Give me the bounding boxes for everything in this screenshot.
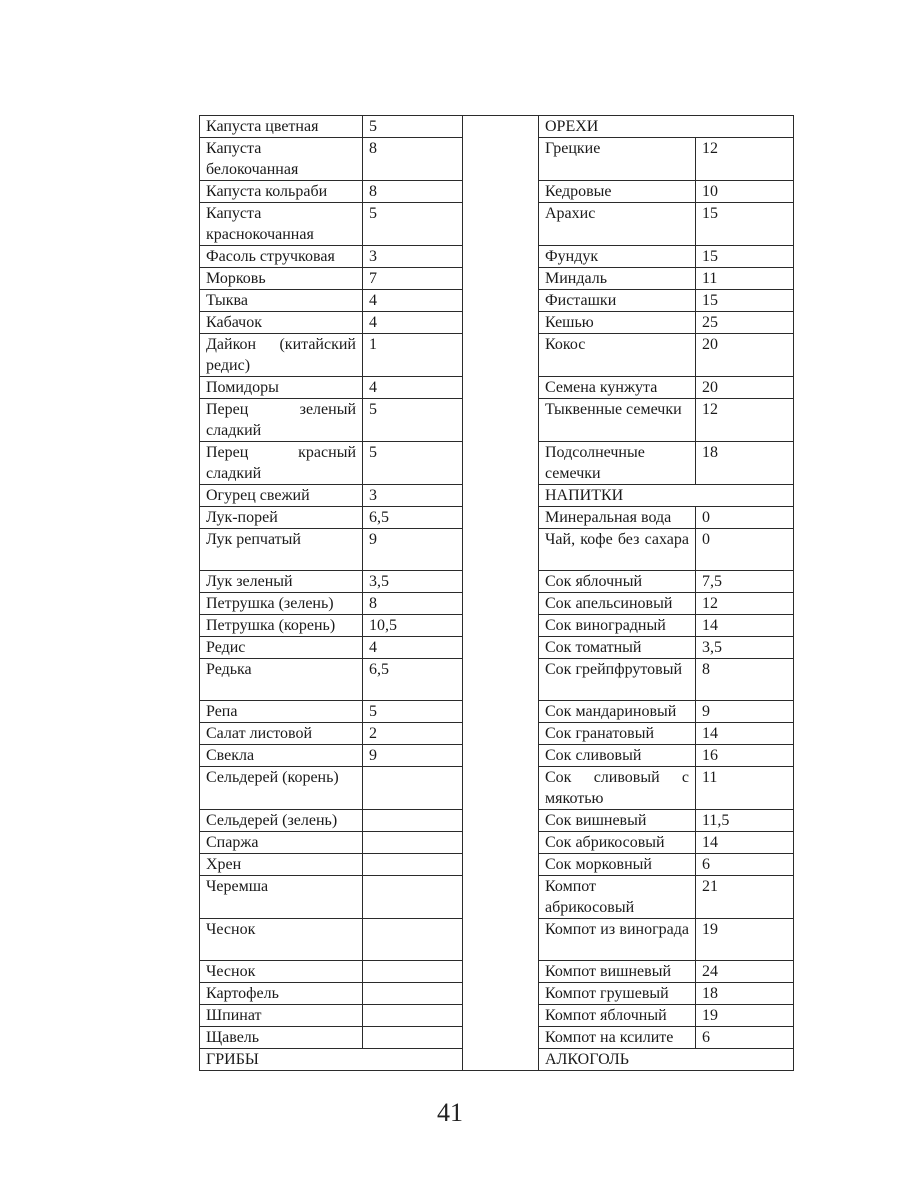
item-name-right: Сок вишневый bbox=[539, 810, 696, 832]
item-value-left: 5 bbox=[363, 399, 463, 442]
item-name-left: Петрушка (корень) bbox=[200, 615, 363, 637]
item-name-right: Сок абрикосовый bbox=[539, 832, 696, 854]
item-value-left: 5 bbox=[363, 116, 463, 138]
item-name-right: Сок мандариновый bbox=[539, 701, 696, 723]
item-name-right: Подсолнечные семечки bbox=[539, 442, 696, 485]
item-value-left bbox=[363, 854, 463, 876]
item-value-left: 5 bbox=[363, 203, 463, 246]
item-name-left: Капуста краснокочанная bbox=[200, 203, 363, 246]
item-value-left: 6,5 bbox=[363, 507, 463, 529]
item-name-left: Сельдерей (зелень) bbox=[200, 810, 363, 832]
item-value-right: 21 bbox=[696, 876, 794, 919]
item-value-right: 0 bbox=[696, 529, 794, 571]
item-name-left: Лук-порей bbox=[200, 507, 363, 529]
item-name-left: Лук репчатый bbox=[200, 529, 363, 571]
item-name-left: Салат листовой bbox=[200, 723, 363, 745]
item-value-right: 20 bbox=[696, 334, 794, 377]
item-value-right: 6 bbox=[696, 854, 794, 876]
item-value-left: 5 bbox=[363, 442, 463, 485]
item-value-left: 10,5 bbox=[363, 615, 463, 637]
item-name-right: Сок виноградный bbox=[539, 615, 696, 637]
item-value-left bbox=[363, 983, 463, 1005]
item-name-right: Сок сливовый с мякотью bbox=[539, 767, 696, 810]
item-name-right: Семена кунжута bbox=[539, 377, 696, 399]
item-value-left: 7 bbox=[363, 268, 463, 290]
item-value-left: 9 bbox=[363, 745, 463, 767]
item-name-left: Редька bbox=[200, 659, 363, 701]
item-name-right: Компот грушевый bbox=[539, 983, 696, 1005]
item-value-right: 15 bbox=[696, 203, 794, 246]
item-name-left: Чеснок bbox=[200, 919, 363, 961]
item-name-right: Фундук bbox=[539, 246, 696, 268]
item-value-right: 12 bbox=[696, 593, 794, 615]
item-value-right: 15 bbox=[696, 246, 794, 268]
item-name-right: Сок грейпфрутовый bbox=[539, 659, 696, 701]
item-value-left bbox=[363, 810, 463, 832]
item-value-left bbox=[363, 1027, 463, 1049]
item-value-left: 6,5 bbox=[363, 659, 463, 701]
item-name-left: Фасоль стручковая bbox=[200, 246, 363, 268]
item-value-left: 9 bbox=[363, 529, 463, 571]
item-name-right: Миндаль bbox=[539, 268, 696, 290]
item-value-right: 0 bbox=[696, 507, 794, 529]
item-name-left: Капуста белокочанная bbox=[200, 138, 363, 181]
item-value-left bbox=[363, 961, 463, 983]
item-value-left: 4 bbox=[363, 377, 463, 399]
item-value-left: 2 bbox=[363, 723, 463, 745]
item-name-right: Минеральная вода bbox=[539, 507, 696, 529]
item-name-right: Компот вишневый bbox=[539, 961, 696, 983]
item-name-left: Чеснок bbox=[200, 961, 363, 983]
item-name-right: Арахис bbox=[539, 203, 696, 246]
item-value-right: 11 bbox=[696, 767, 794, 810]
item-value-right: 12 bbox=[696, 138, 794, 181]
item-value-left: 3,5 bbox=[363, 571, 463, 593]
item-name-left: Лук зеленый bbox=[200, 571, 363, 593]
item-name-left: Черемша bbox=[200, 876, 363, 919]
item-value-left bbox=[363, 1005, 463, 1027]
item-name-right: Сок яблочный bbox=[539, 571, 696, 593]
item-name-left: Огурец свежий bbox=[200, 485, 363, 507]
item-value-right: 8 bbox=[696, 659, 794, 701]
item-name-left: Щавель bbox=[200, 1027, 363, 1049]
item-name-right: Чай, кофе без сахара bbox=[539, 529, 696, 571]
item-name-right: Сок гранатовый bbox=[539, 723, 696, 745]
item-value-left: 4 bbox=[363, 312, 463, 334]
item-value-right: 14 bbox=[696, 723, 794, 745]
item-value-right: 12 bbox=[696, 399, 794, 442]
item-name-left: Спаржа bbox=[200, 832, 363, 854]
item-value-right: 14 bbox=[696, 615, 794, 637]
item-value-right: 6 bbox=[696, 1027, 794, 1049]
item-value-left bbox=[363, 832, 463, 854]
item-name-right: Компот на ксилите bbox=[539, 1027, 696, 1049]
item-name-left: Капуста цветная bbox=[200, 116, 363, 138]
item-name-right: Сок томатный bbox=[539, 637, 696, 659]
item-value-right: 14 bbox=[696, 832, 794, 854]
item-name-left: Кабачок bbox=[200, 312, 363, 334]
item-value-left: 5 bbox=[363, 701, 463, 723]
item-name-left: Редис bbox=[200, 637, 363, 659]
item-value-right: 24 bbox=[696, 961, 794, 983]
item-name-left: Картофель bbox=[200, 983, 363, 1005]
item-value-left: 8 bbox=[363, 138, 463, 181]
item-value-left bbox=[363, 767, 463, 810]
section-header-right: ОРЕХИ bbox=[539, 116, 794, 138]
item-value-right: 11,5 bbox=[696, 810, 794, 832]
item-value-left bbox=[363, 919, 463, 961]
item-name-left: Морковь bbox=[200, 268, 363, 290]
item-name-left: Шпинат bbox=[200, 1005, 363, 1027]
item-value-right: 25 bbox=[696, 312, 794, 334]
item-value-right: 11 bbox=[696, 268, 794, 290]
item-name-left: Сельдерей (корень) bbox=[200, 767, 363, 810]
item-value-left: 4 bbox=[363, 290, 463, 312]
section-header-right: АЛКОГОЛЬ bbox=[539, 1049, 794, 1071]
item-value-right: 7,5 bbox=[696, 571, 794, 593]
item-value-left: 3 bbox=[363, 485, 463, 507]
item-value-right: 15 bbox=[696, 290, 794, 312]
item-name-right: Фисташки bbox=[539, 290, 696, 312]
section-header-left: ГРИБЫ bbox=[200, 1049, 463, 1071]
item-value-right: 3,5 bbox=[696, 637, 794, 659]
item-name-right: Компот яблочный bbox=[539, 1005, 696, 1027]
item-value-left: 8 bbox=[363, 593, 463, 615]
item-name-right: Сок апельсиновый bbox=[539, 593, 696, 615]
item-name-right: Компот из винограда bbox=[539, 919, 696, 961]
item-value-right: 19 bbox=[696, 919, 794, 961]
item-name-left: Перец зеленый сладкий bbox=[200, 399, 363, 442]
item-name-left: Петрушка (зелень) bbox=[200, 593, 363, 615]
item-value-left: 8 bbox=[363, 181, 463, 203]
item-name-left: Хрен bbox=[200, 854, 363, 876]
item-name-right: Грецкие bbox=[539, 138, 696, 181]
item-name-right: Сок сливовый bbox=[539, 745, 696, 767]
item-name-left: Свекла bbox=[200, 745, 363, 767]
item-value-left: 1 bbox=[363, 334, 463, 377]
item-name-left: Помидоры bbox=[200, 377, 363, 399]
item-value-right: 20 bbox=[696, 377, 794, 399]
item-value-right: 10 bbox=[696, 181, 794, 203]
page-number: 41 bbox=[437, 1098, 463, 1127]
item-name-right: Компот абрикосовый bbox=[539, 876, 696, 919]
item-value-right: 18 bbox=[696, 442, 794, 485]
item-name-left: Дайкон (китайский редис) bbox=[200, 334, 363, 377]
table-row bbox=[200, 116, 794, 138]
item-name-left: Перец красный сладкий bbox=[200, 442, 363, 485]
food-table-body bbox=[200, 116, 794, 1071]
item-name-right: Сок морковный bbox=[539, 854, 696, 876]
item-name-left: Репа bbox=[200, 701, 363, 723]
item-name-right: Кешью bbox=[539, 312, 696, 334]
item-value-left: 4 bbox=[363, 637, 463, 659]
item-value-right: 16 bbox=[696, 745, 794, 767]
item-name-right: Кокос bbox=[539, 334, 696, 377]
item-name-left: Капуста кольраби bbox=[200, 181, 363, 203]
item-name-right: Тыквенные семечки bbox=[539, 399, 696, 442]
item-value-left bbox=[363, 876, 463, 919]
section-header-right: НАПИТКИ bbox=[539, 485, 794, 507]
item-value-right: 18 bbox=[696, 983, 794, 1005]
item-name-right: Кедровые bbox=[539, 181, 696, 203]
gap-column bbox=[463, 116, 539, 1071]
food-table bbox=[199, 115, 794, 1071]
item-value-right: 19 bbox=[696, 1005, 794, 1027]
item-value-right: 9 bbox=[696, 701, 794, 723]
item-value-left: 3 bbox=[363, 246, 463, 268]
item-name-left: Тыква bbox=[200, 290, 363, 312]
